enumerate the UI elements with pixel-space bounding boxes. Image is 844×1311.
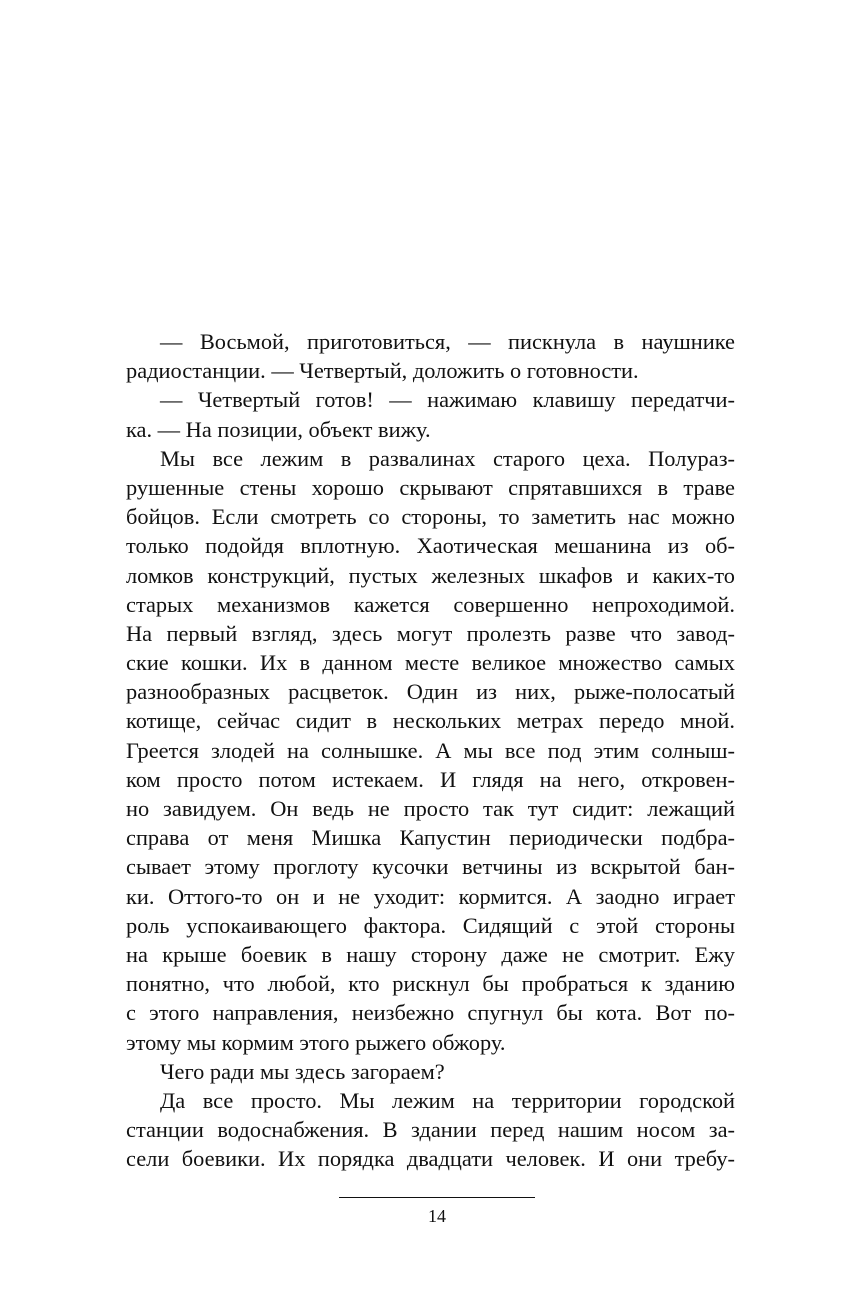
text-line: котище, сейчас сидит в нескольких метрах передо мной.	[126, 708, 735, 734]
text-line: сели боевики. Их порядка двадцати человек. И они требу-	[126, 1146, 735, 1172]
text-line: На первый взгляд, здесь могут пролезть разве что завод-	[126, 620, 735, 646]
text-line: но завидуем. Он ведь не просто так тут сидит: лежащий	[126, 796, 735, 821]
text-line: Да все просто. Мы лежим на территории городской	[160, 1087, 735, 1113]
text-line: Греется злодей на солнышке. А мы все под этим солныш-	[126, 737, 735, 763]
text-line: бойцов. Если смотреть со стороны, то заметить нас можно	[126, 504, 735, 530]
text-line: разнообразных расцветок. Один из них, рыже-полосатый	[126, 679, 735, 705]
text-line: роль успокаивающего фактора. Сидящий с этой стороны	[126, 912, 735, 938]
text-line: ские кошки. Их в данном месте великое множество самых	[126, 650, 735, 676]
text-line: ки. Оттого-то он и не уходит: кормится. А заодно играет	[126, 883, 735, 909]
text-line: станции водоснабжения. В здании перед нашим носом за-	[126, 1117, 735, 1143]
page-number: 14	[428, 1206, 446, 1226]
text-line: Чего ради мы здесь загораем?	[160, 1058, 445, 1084]
text-line: с этого направления, неизбежно спугнул бы кота. Вот по-	[126, 1000, 735, 1026]
text-line: — Восьмой, приготовиться, — пискнула в наушнике	[160, 329, 735, 354]
text-line: радиостанции. — Четвертый, доложить о готовности.	[126, 358, 639, 384]
text-line: рушенные стены хорошо скрывают спрятавшихся в траве	[126, 474, 735, 500]
text-line: сывает этому проглоту кусочки ветчины из вскрытой бан-	[126, 854, 735, 880]
text-line: старых механизмов кажется совершенно непроходимой.	[126, 591, 735, 617]
text-line: ка. — На позиции, объект вижу.	[126, 416, 431, 442]
text-line: ломков конструкций, пустых железных шкафов и каких-то	[126, 562, 735, 588]
text-line: ком просто потом истекаем. И глядя на него, откровен-	[126, 766, 735, 792]
text-line: на крыше боевик в нашу сторону даже не смотрит. Ежу	[126, 941, 735, 967]
text-line: Мы все лежим в развалинах старого цеха. Полураз-	[160, 445, 735, 471]
text-line: этому мы кормим этого рыжего обжору.	[126, 1029, 506, 1055]
body-text	[126, 327, 735, 1173]
text-line: понятно, что любой, кто рискнул бы пробраться к зданию	[126, 971, 735, 997]
footer-divider	[339, 1197, 535, 1198]
text-line: — Четвертый готов! — нажимаю клавишу передатчи-	[160, 387, 735, 413]
text-line: справа от меня Мишка Капустин периодически подбра-	[126, 825, 735, 851]
text-line: только подойдя вплотную. Хаотическая мешанина из об-	[126, 533, 735, 559]
